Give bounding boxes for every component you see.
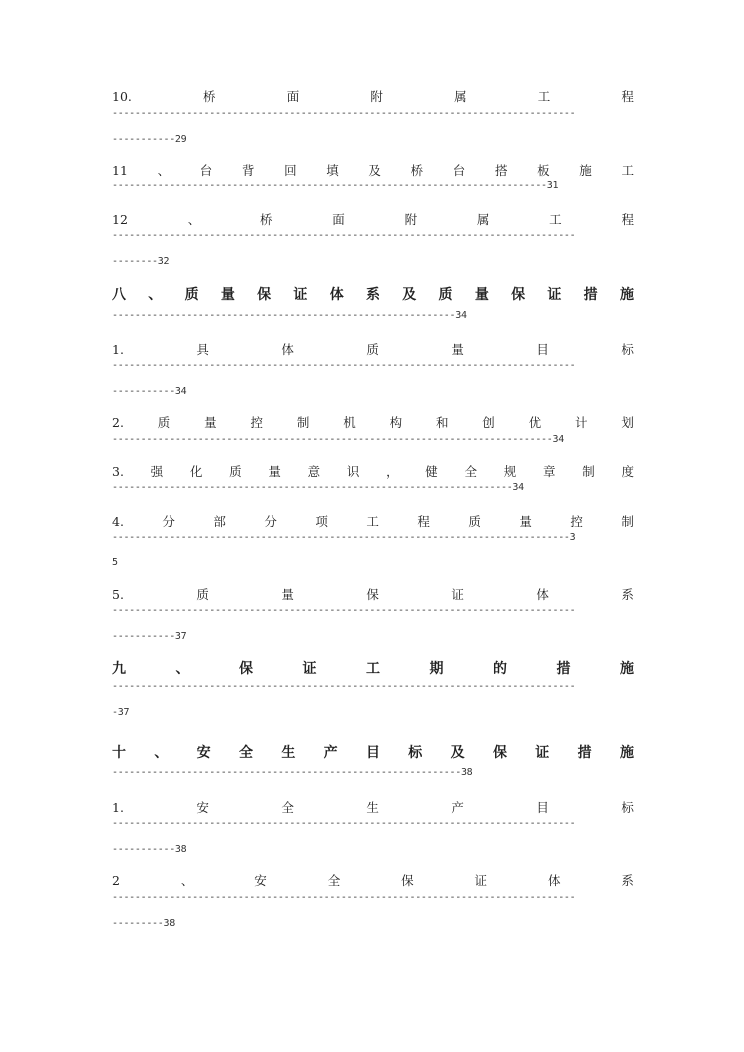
toc-title-char: 10.: [112, 89, 132, 104]
toc-title-char: 工: [549, 212, 562, 227]
toc-entry-title: [112, 463, 634, 481]
toc-leader-line: ---------------------------------------------------------------------------------: [112, 230, 576, 241]
toc-title-char: 标: [621, 342, 634, 357]
toc-title-char: 台: [199, 163, 213, 178]
toc-leader-line: -----------------------------------------------------------------------------34: [112, 434, 564, 445]
toc-title-char: 期: [429, 661, 444, 677]
toc-leader-line: --------------------------------------------------------------------------------3: [112, 532, 576, 543]
toc-title-char: 质: [229, 464, 242, 479]
toc-title-char: 、: [157, 163, 171, 178]
toc-title-char: 具: [196, 342, 209, 357]
toc-title-char: 制: [621, 514, 634, 529]
toc-title-char: 11: [112, 163, 128, 178]
toc-page-number: ---------38: [112, 918, 175, 929]
toc-title-char: 控: [250, 415, 264, 430]
toc-title-char: 制: [296, 415, 310, 430]
toc-title-char: 面: [286, 89, 300, 104]
toc-entry-title: [112, 341, 634, 359]
toc-page-number: -----------37: [112, 631, 187, 642]
toc-title-char: 目: [536, 342, 549, 357]
toc-title-char: 标: [621, 800, 634, 815]
toc-title-char: 生: [281, 745, 296, 761]
toc-title-char: 、: [148, 287, 163, 303]
toc-title-char: 系: [621, 873, 634, 888]
toc-title-char: 程: [621, 212, 634, 227]
toc-title-char: 、: [187, 212, 201, 227]
toc-title-char: 划: [621, 415, 634, 430]
toc-title-char: 质: [366, 342, 379, 357]
toc-title-char: 搭: [494, 163, 508, 178]
toc-title-char: 目: [536, 800, 549, 815]
toc-title-char: 质: [184, 287, 199, 303]
toc-title-char: 证: [535, 745, 550, 761]
toc-title-char: 安: [254, 873, 267, 888]
toc-title-char: 章: [543, 464, 556, 479]
toc-title-char: 保: [492, 745, 507, 761]
toc-entry-title: [112, 414, 634, 432]
toc-title-char: 证: [293, 287, 308, 303]
toc-title-char: 构: [389, 415, 403, 430]
toc-leader-line: ------------------------------------------------------------34: [112, 310, 467, 321]
toc-title-char: 附: [370, 89, 383, 104]
toc-title-char: 3.: [112, 464, 124, 479]
toc-title-char: 健: [425, 464, 438, 479]
toc-title-char: 桥: [203, 89, 216, 104]
toc-page-number: 5: [112, 557, 118, 568]
toc-entry-title: [112, 88, 634, 106]
toc-title-char: 识: [346, 464, 360, 479]
toc-title-char: 证: [451, 587, 464, 602]
toc-title-char: 分: [162, 514, 175, 529]
toc-title-char: 量: [519, 514, 532, 529]
toc-title-char: 背: [241, 163, 255, 178]
toc-title-char: 强: [150, 464, 164, 479]
toc-title-char: 量: [220, 287, 235, 303]
toc-title-char: 工: [366, 514, 379, 529]
toc-leader-line: -------------------------------------------------------------38: [112, 767, 473, 778]
toc-page-number: -----------38: [112, 844, 187, 855]
toc-title-char: 体: [329, 287, 344, 303]
toc-title-char: 回: [284, 163, 297, 178]
toc-title-char: 全: [464, 464, 478, 479]
toc-title-char: 保: [257, 287, 272, 303]
toc-title-char: 5.: [112, 587, 124, 602]
toc-title-char: 程: [621, 89, 634, 104]
toc-title-char: 保: [239, 661, 253, 677]
toc-title-char: 及: [368, 163, 381, 178]
toc-title-char: 安: [196, 800, 209, 815]
toc-leader-line: ---------------------------------------------------------------------------------: [112, 892, 576, 903]
toc-title-char: 措: [556, 661, 571, 677]
toc-title-char: 体: [536, 587, 549, 602]
toc-title-char: 1.: [112, 800, 124, 815]
toc-title-char: 量: [268, 464, 281, 479]
toc-title-char: 项: [315, 514, 328, 529]
toc-title-char: 量: [281, 587, 294, 602]
toc-title-char: 台: [452, 163, 466, 178]
toc-title-char: 控: [570, 514, 583, 529]
toc-title-char: 质: [438, 287, 453, 303]
toc-title-char: 施: [620, 661, 634, 677]
toc-leader-line: ----------------------------------------------------------------------------31: [112, 180, 559, 191]
toc-entry-title: [112, 586, 634, 604]
toc-title-char: 保: [401, 873, 414, 888]
toc-title-char: 、: [180, 873, 194, 888]
toc-title-char: 创: [482, 415, 495, 430]
toc-title-char: 施: [579, 163, 592, 178]
toc-page-number: -----------29: [112, 134, 187, 145]
toc-title-char: 施: [619, 287, 634, 303]
toc-title-char: 属: [454, 89, 467, 104]
toc-title-char: 2: [112, 873, 120, 888]
toc-title-char: 及: [402, 287, 417, 303]
toc-title-char: 工: [621, 163, 634, 178]
toc-title-char: 机: [343, 415, 356, 430]
toc-title-char: 工: [366, 661, 380, 677]
toc-entry-title: [112, 513, 634, 531]
toc-entry-title: [112, 660, 634, 678]
toc-entry-title: [112, 744, 634, 762]
toc-leader-line: ---------------------------------------------------------------------------------: [112, 681, 576, 692]
toc-title-char: 12: [112, 212, 128, 227]
toc-title-char: 度: [621, 464, 634, 479]
toc-title-char: 保: [511, 287, 526, 303]
toc-title-char: 制: [582, 464, 595, 479]
toc-title-char: 标: [408, 745, 423, 761]
toc-entry-title: [112, 162, 634, 180]
toc-title-char: 十: [112, 745, 126, 761]
toc-title-char: 桥: [410, 163, 424, 178]
toc-title-char: 目: [365, 745, 380, 761]
toc-title-char: 九: [112, 661, 126, 677]
toc-title-char: 全: [238, 745, 253, 761]
toc-title-char: 证: [302, 661, 317, 677]
toc-title-char: 及: [450, 745, 465, 761]
toc-title-char: 的: [493, 661, 507, 677]
toc-title-char: 程: [417, 514, 430, 529]
toc-entry-title: [112, 286, 634, 304]
toc-title-char: 证: [474, 873, 488, 888]
toc-title-char: 系: [365, 287, 380, 303]
toc-leader-line: ---------------------------------------------------------------------------------: [112, 605, 576, 616]
toc-title-char: 全: [281, 800, 294, 815]
toc-title-char: 体: [281, 342, 294, 357]
toc-title-char: 规: [503, 464, 517, 479]
toc-title-char: 面: [332, 212, 345, 227]
toc-title-char: 、: [154, 745, 169, 761]
toc-title-char: 全: [327, 873, 341, 888]
toc-title-char: 施: [619, 745, 634, 761]
toc-title-char: 意: [307, 464, 321, 479]
toc-title-char: 质: [196, 587, 209, 602]
toc-title-char: 措: [577, 745, 592, 761]
toc-title-char: 系: [621, 587, 634, 602]
toc-title-char: 量: [451, 342, 464, 357]
toc-title-char: 产: [451, 800, 464, 815]
toc-title-char: ，: [386, 464, 399, 479]
toc-title-char: 板: [537, 163, 550, 178]
toc-entry-title: [112, 211, 634, 229]
toc-title-char: 安: [196, 745, 211, 761]
toc-title-char: 量: [474, 287, 489, 303]
toc-leader-line: ----------------------------------------------------------------------34: [112, 482, 524, 493]
toc-title-char: 体: [547, 873, 561, 888]
toc-title-char: 计: [575, 415, 588, 430]
toc-title-char: 八: [112, 287, 126, 303]
toc-title-char: 4.: [112, 514, 124, 529]
toc-title-char: 填: [326, 163, 339, 178]
toc-entry-title: [112, 872, 634, 890]
toc-entry-title: [112, 799, 634, 817]
toc-title-char: 和: [435, 415, 449, 430]
toc-title-char: 优: [528, 415, 542, 430]
toc-title-char: 、: [175, 661, 190, 677]
toc-title-char: 部: [213, 514, 226, 529]
toc-leader-line: ---------------------------------------------------------------------------------: [112, 818, 576, 829]
toc-title-char: 桥: [259, 212, 273, 227]
toc-title-char: 量: [204, 415, 217, 430]
toc-title-char: 附: [404, 212, 418, 227]
toc-page-number: -37: [112, 707, 130, 718]
toc-title-char: 分: [264, 514, 277, 529]
toc-title-char: 证: [547, 287, 562, 303]
toc-title-char: 属: [476, 212, 490, 227]
toc-title-char: 质: [157, 415, 171, 430]
toc-title-char: 措: [583, 287, 598, 303]
toc-title-char: 2.: [112, 415, 124, 430]
toc-leader-line: ---------------------------------------------------------------------------------: [112, 360, 576, 371]
toc-page-number: --------32: [112, 256, 170, 267]
toc-title-char: 质: [468, 514, 481, 529]
toc-title-char: 产: [323, 745, 338, 761]
toc-title-char: 保: [366, 587, 379, 602]
toc-leader-line: ---------------------------------------------------------------------------------: [112, 108, 576, 119]
toc-title-char: 1.: [112, 342, 124, 357]
toc-page-number: -----------34: [112, 386, 187, 397]
toc-title-char: 生: [366, 800, 379, 815]
toc-title-char: 工: [537, 89, 551, 104]
toc-title-char: 化: [189, 464, 203, 479]
